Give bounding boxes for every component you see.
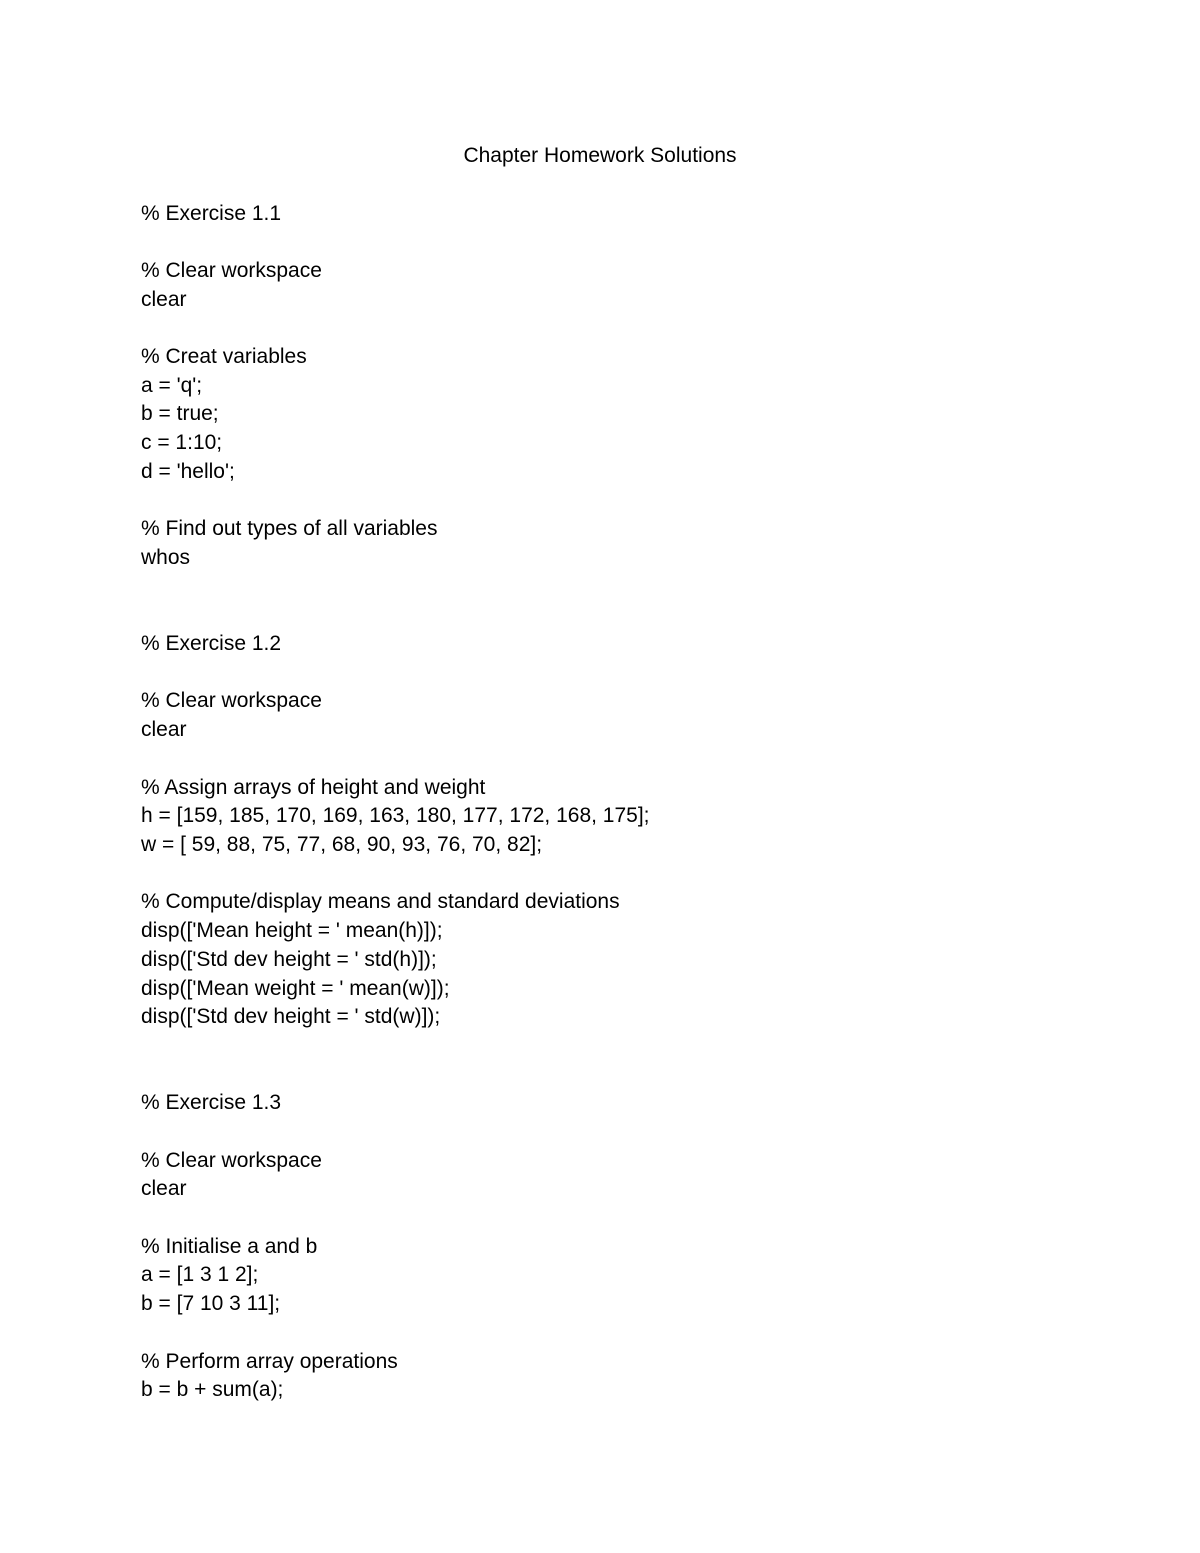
code-line: w = [ 59, 88, 75, 77, 68, 90, 93, 76, 70, 82]; bbox=[141, 833, 543, 856]
code-line: % Compute/display means and standard deviations bbox=[141, 890, 620, 913]
code-line: disp(['Std dev height = ' std(h)]); bbox=[141, 948, 437, 971]
code-line: clear bbox=[141, 1177, 187, 1200]
code-line: d = 'hello'; bbox=[141, 460, 235, 483]
code-line: a = 'q'; bbox=[141, 374, 203, 397]
code-line: whos bbox=[141, 546, 191, 569]
code-line: c = 1:10; bbox=[141, 431, 223, 454]
code-line: % Initialise a and b bbox=[141, 1235, 318, 1258]
code-line: % Clear workspace bbox=[141, 689, 322, 712]
code-line: disp(['Mean weight = ' mean(w)]); bbox=[141, 977, 450, 1000]
code-line: % Clear workspace bbox=[141, 1149, 322, 1172]
code-line: disp(['Std dev height = ' std(w)]); bbox=[141, 1005, 441, 1028]
code-line: % Perform array operations bbox=[141, 1350, 398, 1373]
code-line: % Exercise 1.2 bbox=[141, 632, 282, 655]
document-title: Chapter Homework Solutions bbox=[463, 144, 737, 167]
code-line: % Assign arrays of height and weight bbox=[141, 776, 486, 799]
code-line: % Find out types of all variables bbox=[141, 517, 438, 540]
code-line: % Exercise 1.1 bbox=[141, 202, 282, 225]
code-line: a = [1 3 1 2]; bbox=[141, 1263, 259, 1286]
code-line: h = [159, 185, 170, 169, 163, 180, 177, 172, 168, 175]; bbox=[141, 804, 650, 827]
code-line: % Exercise 1.3 bbox=[141, 1091, 282, 1114]
code-line: clear bbox=[141, 288, 187, 311]
code-line: b = true; bbox=[141, 402, 219, 425]
code-line: % Creat variables bbox=[141, 345, 307, 368]
code-line: b = b + sum(a); bbox=[141, 1378, 284, 1401]
code-line: b = [7 10 3 11]; bbox=[141, 1292, 281, 1315]
code-line: % Clear workspace bbox=[141, 259, 322, 282]
code-line: clear bbox=[141, 718, 187, 741]
code-line: disp(['Mean height = ' mean(h)]); bbox=[141, 919, 443, 942]
